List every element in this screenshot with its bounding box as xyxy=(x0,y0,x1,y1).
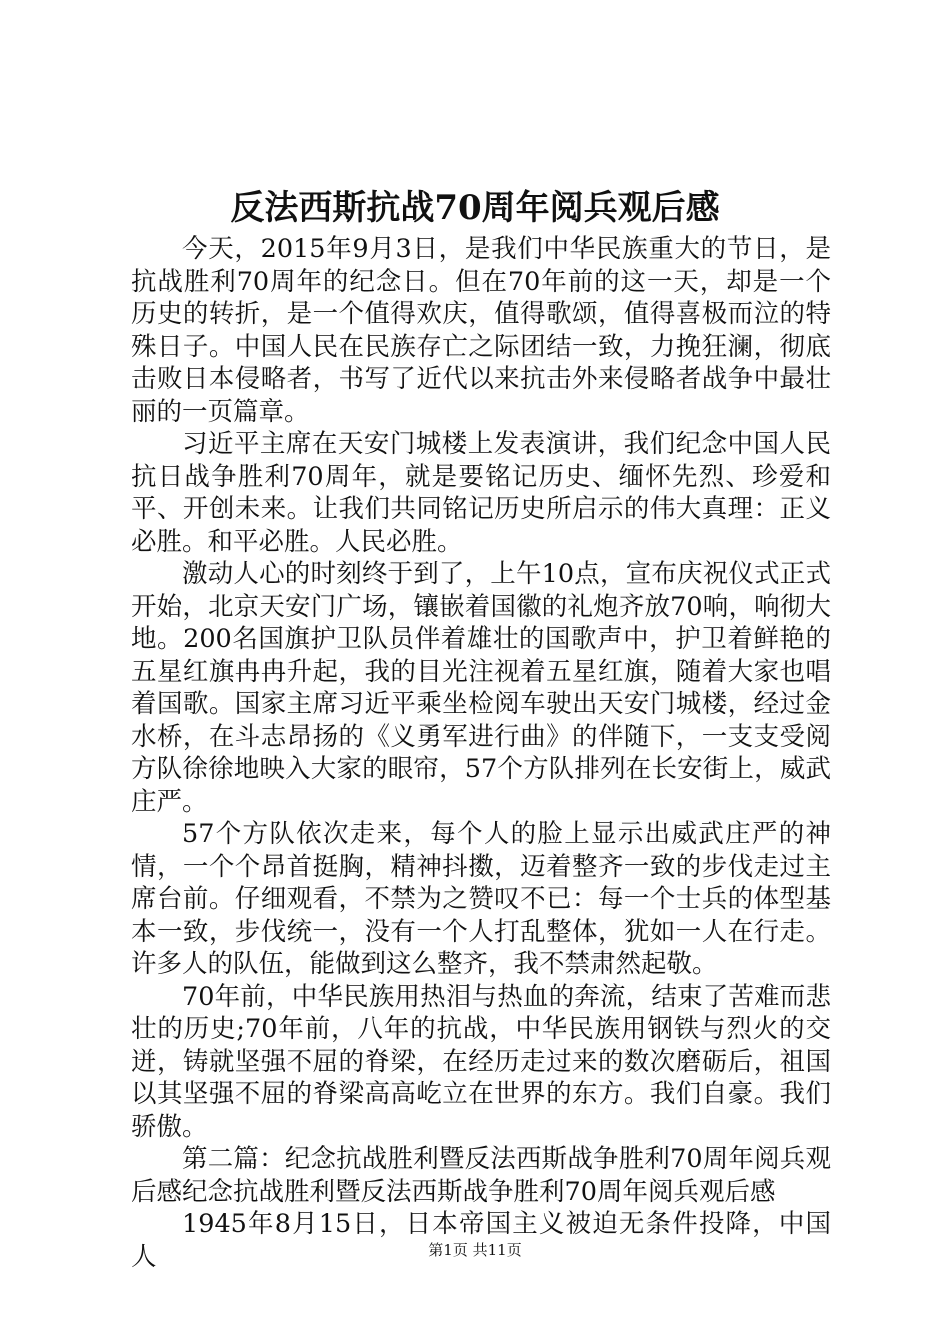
paragraph: 57个方队依次走来，每个人的脸上显示出威武庄严的神情，一个个昂首挺胸，精神抖擞，迈着整齐一致的步伐走过主席台前。仔细观看，不禁为之赞叹不已：每一个士兵的体型基本一致，步伐统一，没有一个人打乱整体，犹如一人在行走。许多人的队伍，能做到这么整齐，我不禁肃然起敬。 xyxy=(131,819,831,979)
paragraph: 70年前，中华民族用热泪与热血的奔流，结束了苦难而悲壮的历史;70年前，八年的抗战，中华民族用钢铁与烈火的交迸，铸就坚强不屈的脊梁，在经历走过来的数次磨砺后，祖国以其坚强不屈的脊梁高高屹立在世界的东方。我们自豪。我们骄傲。 xyxy=(131,981,831,1142)
document-title: 反法西斯抗战70周年阅兵观后感 xyxy=(230,188,720,228)
paragraph: 今天，2015年9月3日，是我们中华民族重大的节日，是抗战胜利70周年的纪念日。但在70年前的这一天，却是一个历史的转折，是一个值得欢庆，值得歌颂，值得喜极而泣的特殊日子。中国人民在民族存亡之际团结一致，力挽狂澜，彻底击败日本侵略者，书写了近代以来抗击外来侵略者战争中最壮丽的一页篇章。 xyxy=(131,234,831,427)
paragraph: 第二篇：纪念抗战胜利暨反法西斯战争胜利70周年阅兵观后感纪念抗战胜利暨反法西斯战争胜利70周年阅兵观后感 xyxy=(131,1144,831,1207)
document-body xyxy=(131,233,831,1273)
paragraph: 激动人心的时刻终于到了，上午10点，宣布庆祝仪式正式开始，北京天安门广场，镶嵌着国徽的礼炮齐放70响，响彻大地。200名国旗护卫队员伴着雄壮的国歌声中，护卫着鲜艳的五星红旗冉冉升起，我的目光注视着五星红旗，随着大家也唱着国歌。国家主席习近平乘坐检阅车驶出天安门城楼，经过金水桥，在斗志昂扬的《义勇军进行曲》的伴随下，一支支受阅方队徐徐地映入大家的眼帘，57个方队排列在长安街上，威武庄严。 xyxy=(131,559,831,817)
paragraph: 1945年8月15日，日本帝国主义被迫无条件投降，中国人 xyxy=(131,1209,831,1272)
page-footer: 第1页 共11页 xyxy=(428,1241,522,1259)
paragraph: 习近平主席在天安门城楼上发表演讲，我们纪念中国人民抗日战争胜利70周年，就是要铭记历史、缅怀先烈、珍爱和平、开创未来。让我们共同铭记历史所启示的伟大真理：正义必胜。和平必胜。人民必胜。 xyxy=(131,429,831,557)
